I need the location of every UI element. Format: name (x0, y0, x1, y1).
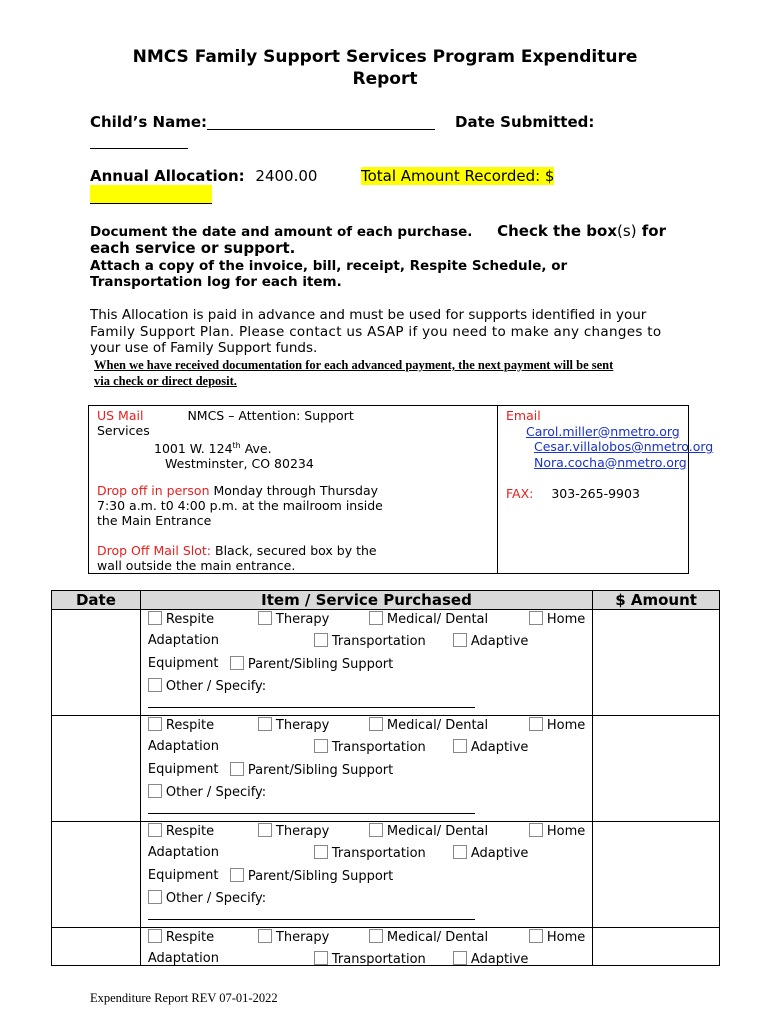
checkbox[interactable] (148, 823, 162, 837)
option-label: Adaptive (470, 952, 529, 967)
instruction-check: Check the box (497, 222, 618, 240)
header-amount: $ Amount (593, 591, 720, 610)
drop-off-text-2: 7:30 a.m. t0 4:00 p.m. at the mailroom inside (97, 498, 383, 513)
checkbox[interactable] (148, 678, 162, 692)
address-sup: th (232, 441, 241, 450)
address-line-2: Westminster, CO 80234 (165, 456, 314, 472)
checkbox[interactable] (453, 739, 467, 753)
date-submitted-field[interactable] (90, 148, 188, 149)
checkbox[interactable] (453, 951, 467, 965)
checkbox[interactable] (230, 656, 244, 670)
option-label: Therapy (275, 718, 330, 733)
annual-allocation (90, 167, 317, 185)
option-adaptation-text: Adaptation (147, 633, 219, 648)
option-label: Adaptive (470, 634, 529, 649)
checkbox[interactable] (258, 929, 272, 943)
option-label: Other / Specify: (165, 785, 267, 800)
mail-slot-block (97, 543, 377, 573)
checkbox[interactable] (369, 929, 383, 943)
checkbox[interactable] (258, 823, 272, 837)
option-medical-dental[interactable] (369, 717, 488, 733)
option-respite[interactable] (148, 929, 214, 945)
specify-line[interactable] (148, 813, 475, 814)
date-cell[interactable] (52, 610, 141, 716)
option-medical-dental[interactable] (369, 823, 488, 839)
item-cell (140, 822, 592, 928)
header-item: Item / Service Purchased (140, 591, 592, 610)
fax-value: 303-265-9903 (551, 486, 640, 501)
title-line-1: NMCS Family Support Services Program Expenditure (132, 47, 638, 67)
annual-allocation-value: 2400.00 (255, 167, 318, 185)
contact-box (88, 405, 714, 574)
option-label: Therapy (275, 930, 330, 945)
checkbox[interactable] (314, 845, 328, 859)
allocation-note-line-3: your use of Family Support funds. (90, 340, 318, 356)
option-label: Respite (165, 612, 215, 627)
payment-note-line-2: via check or direct deposit. (94, 374, 237, 388)
option-adaptation-text: Adaptation (147, 845, 219, 860)
option-label: Respite (165, 824, 215, 839)
option-home[interactable] (529, 611, 585, 627)
option-therapy[interactable] (258, 823, 329, 839)
date-cell[interactable] (52, 716, 141, 822)
us-mail-attention-2: Services (97, 423, 150, 438)
option-respite[interactable] (148, 611, 214, 627)
option-adaptive[interactable] (453, 739, 529, 755)
table-row (52, 822, 720, 928)
instruction-line-1 (90, 222, 666, 240)
drop-off-block (97, 483, 383, 528)
payment-note-line-1: When we have received documentation for each advanced payment, the next payment will be sent (94, 358, 614, 372)
address-street: 1001 W. 124 (154, 441, 233, 457)
option-label: Adaptive (470, 740, 529, 755)
checkbox[interactable] (148, 784, 162, 798)
expenditure-table (51, 590, 720, 966)
email-link-cesar[interactable]: Cesar.villalobos@nmetro.org (534, 439, 714, 454)
option-home[interactable] (529, 929, 585, 945)
option-label: Transportation (331, 740, 426, 755)
option-adaptive[interactable] (453, 951, 529, 967)
option-transportation[interactable] (314, 633, 426, 649)
allocation-note (90, 307, 661, 357)
date-cell[interactable] (52, 928, 141, 966)
checkbox[interactable] (148, 890, 162, 904)
checkbox[interactable] (230, 762, 244, 776)
contact-box-divider (497, 406, 498, 573)
option-label: Therapy (275, 824, 330, 839)
option-parent-sibling[interactable] (230, 656, 393, 672)
total-amount-field[interactable] (90, 185, 212, 204)
option-label: Home (546, 718, 586, 733)
instruction-line-3: Attach a copy of the invoice, bill, receipt, Respite Schedule, or (90, 258, 568, 274)
mail-slot-text-2: wall outside the main entrance. (97, 558, 296, 573)
checkbox[interactable] (148, 717, 162, 731)
childs-name-field[interactable] (207, 129, 435, 130)
option-home[interactable] (529, 717, 585, 733)
option-adaptive[interactable] (453, 633, 529, 649)
mail-slot-label: Drop Off Mail Slot: (97, 543, 212, 558)
option-label: Parent/Sibling Support (247, 869, 394, 884)
option-label: Transportation (331, 846, 426, 861)
form-title (80, 46, 690, 90)
option-label: Medical/ Dental (386, 824, 489, 839)
option-parent-sibling[interactable] (230, 868, 393, 884)
specify-line[interactable] (148, 919, 475, 920)
table-row (52, 610, 720, 716)
table-header-row (52, 591, 720, 610)
option-label: Parent/Sibling Support (247, 763, 394, 778)
address-street-end: Ave. (240, 441, 272, 457)
option-adaptation-text: Adaptation (147, 739, 219, 754)
drop-off-text-1: Monday through Thursday (209, 483, 379, 498)
option-label: Other / Specify: (165, 679, 267, 694)
instruction-check-s: (s) (617, 222, 637, 240)
allocation-note-line-2: Family Support Plan. Please contact us ASAP if you need to make any changes to (90, 323, 662, 340)
checkbox[interactable] (314, 951, 328, 965)
option-therapy[interactable] (258, 717, 329, 733)
email-block (506, 408, 713, 470)
table-row (52, 928, 720, 966)
payment-note (94, 357, 613, 389)
checkbox[interactable] (314, 739, 328, 753)
checkbox[interactable] (369, 823, 383, 837)
address-line-1 (97, 438, 354, 456)
table-row (52, 716, 720, 822)
drop-off-text-3: the Main Entrance (97, 513, 212, 528)
option-label: Respite (165, 718, 215, 733)
instruction-document: Document the date and amount of each purchase. (90, 224, 473, 240)
footer-revision: Expenditure Report REV 07-01-2022 (90, 991, 278, 1005)
option-label: Therapy (275, 612, 330, 627)
option-adaptive[interactable] (453, 845, 529, 861)
annual-allocation-label: Annual Allocation: (90, 167, 245, 185)
checkbox[interactable] (258, 611, 272, 625)
option-medical-dental[interactable] (369, 611, 488, 627)
header-date: Date (52, 591, 141, 610)
item-cell (140, 716, 592, 822)
item-cell (140, 610, 592, 716)
option-other[interactable] (148, 890, 266, 906)
option-label: Transportation (331, 952, 426, 967)
option-transportation[interactable] (314, 845, 426, 861)
checkbox[interactable] (369, 717, 383, 731)
checkbox[interactable] (148, 611, 162, 625)
option-label: Adaptive (470, 846, 529, 861)
checkbox[interactable] (529, 929, 543, 943)
email-link-carol[interactable]: Carol.miller@nmetro.org (526, 423, 680, 439)
instruction-check-for: for (636, 222, 667, 240)
option-equipment-text: Equipment (147, 762, 219, 777)
fax-block (506, 486, 640, 501)
checkbox[interactable] (314, 633, 328, 647)
amount-cell[interactable] (593, 716, 720, 822)
mail-slot-text-1: Black, secured box by the (211, 543, 377, 558)
allocation-note-line-1: This Allocation is paid in advance and must be used for supports identified in your (90, 307, 647, 323)
option-adaptation-text: Adaptation (147, 951, 219, 966)
option-parent-sibling[interactable] (230, 762, 393, 778)
fax-label: FAX: (506, 486, 534, 501)
option-medical-dental[interactable] (369, 929, 488, 945)
email-label: Email (506, 408, 541, 423)
option-label: Home (546, 824, 586, 839)
option-label: Respite (165, 930, 215, 945)
option-label: Medical/ Dental (386, 930, 489, 945)
option-label: Medical/ Dental (386, 718, 489, 733)
checkbox[interactable] (529, 611, 543, 625)
drop-off-label: Drop off in person (97, 483, 210, 498)
option-equipment-text: Equipment (147, 656, 219, 671)
option-home[interactable] (529, 823, 585, 839)
option-label: Home (546, 930, 586, 945)
option-other[interactable] (148, 784, 266, 800)
option-label: Transportation (331, 634, 426, 649)
instruction-line-4: Transportation log for each item. (90, 274, 342, 290)
checkbox[interactable] (369, 611, 383, 625)
email-link-nora[interactable]: Nora.cocha@nmetro.org (534, 454, 687, 470)
amount-cell[interactable] (593, 822, 720, 928)
option-therapy[interactable] (258, 611, 329, 627)
us-mail-attention: NMCS – Attention: Support (187, 408, 354, 423)
us-mail-block (97, 408, 354, 471)
checkbox[interactable] (453, 845, 467, 859)
item-cell (140, 928, 592, 966)
option-respite[interactable] (148, 823, 214, 839)
amount-cell[interactable] (593, 610, 720, 716)
checkbox[interactable] (453, 633, 467, 647)
instruction-line-2: each service or support. (90, 239, 296, 257)
option-equipment-text: Equipment (147, 868, 219, 883)
checkbox[interactable] (258, 717, 272, 731)
amount-cell[interactable] (593, 928, 720, 966)
checkbox[interactable] (148, 929, 162, 943)
option-therapy[interactable] (258, 929, 329, 945)
option-label: Other / Specify: (165, 891, 267, 906)
childs-name-label: Child’s Name: (90, 113, 208, 131)
checkbox[interactable] (529, 717, 543, 731)
option-respite[interactable] (148, 717, 214, 733)
option-label: Parent/Sibling Support (247, 657, 394, 672)
us-mail-label: US Mail (97, 408, 144, 423)
checkbox[interactable] (230, 868, 244, 882)
option-label: Home (546, 612, 586, 627)
option-other[interactable] (148, 678, 266, 694)
total-amount-recorded: Total Amount Recorded: $ (361, 167, 555, 185)
date-submitted-label: Date Submitted: (455, 113, 595, 131)
option-label: Medical/ Dental (386, 612, 489, 627)
option-transportation[interactable] (314, 739, 426, 755)
title-line-2: Report (352, 69, 418, 89)
checkbox[interactable] (529, 823, 543, 837)
specify-line[interactable] (148, 707, 475, 708)
date-cell[interactable] (52, 822, 141, 928)
option-transportation[interactable] (314, 951, 426, 967)
